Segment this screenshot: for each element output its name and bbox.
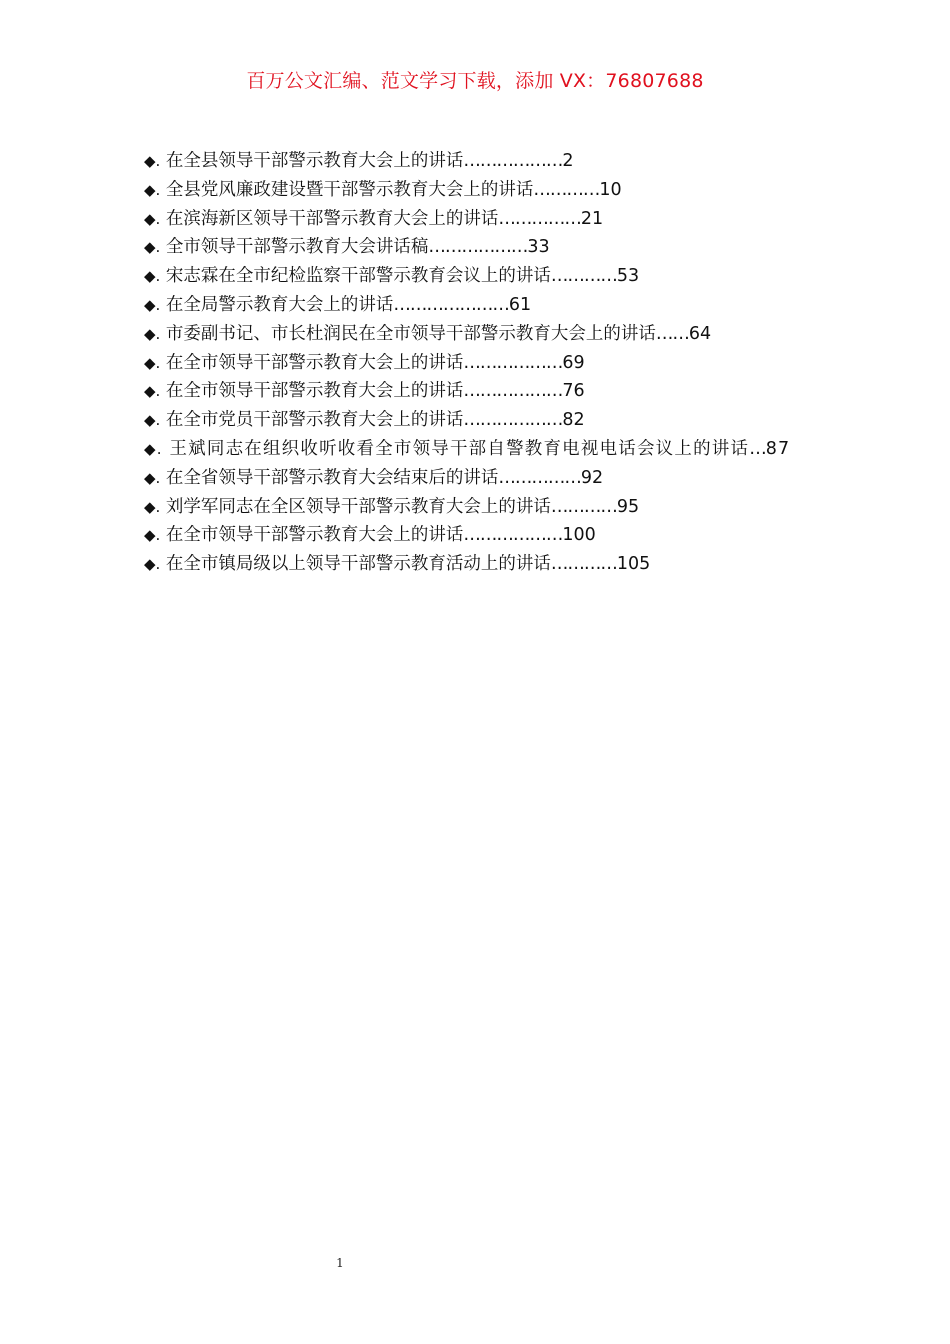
toc-item-title: 在滨海新区领导干部警示教育大会上的讲话 xyxy=(165,208,499,229)
table-of-contents xyxy=(144,147,808,579)
toc-item[interactable] xyxy=(144,349,808,378)
toc-item[interactable] xyxy=(144,233,808,262)
toc-item-page: 105 xyxy=(616,554,651,575)
diamond-bullet-icon: ◆. xyxy=(144,497,161,516)
toc-item-leader: …………… xyxy=(498,208,581,229)
toc-item-title: 在全市镇局级以上领导干部警示教育活动上的讲话 xyxy=(165,554,551,575)
toc-item-page: 100 xyxy=(562,525,596,546)
toc-item-page: 10 xyxy=(599,179,622,200)
diamond-bullet-icon: ◆. xyxy=(144,209,161,228)
diamond-bullet-icon: ◆. xyxy=(144,180,161,199)
page-number: 1 xyxy=(336,1256,344,1270)
toc-item-leader: ……………… xyxy=(463,410,563,431)
diamond-bullet-icon: ◆. xyxy=(144,468,161,487)
toc-item-leader: ………………… xyxy=(393,294,509,315)
toc-item[interactable] xyxy=(144,521,808,550)
toc-item-title: 在全市领导干部警示教育大会上的讲话 xyxy=(165,352,464,373)
toc-item-title: 在全县领导干部警示教育大会上的讲话 xyxy=(165,151,464,171)
toc-item-page: 33 xyxy=(527,237,550,258)
toc-item-leader: ……………… xyxy=(463,381,563,402)
toc-item-leader: …………… xyxy=(498,467,581,488)
toc-item-leader: ………… xyxy=(533,179,600,200)
toc-item-title: 在全市领导干部警示教育大会上的讲话 xyxy=(165,381,464,402)
toc-item-title: 宋志霖在全市纪检监察干部警示教育会议上的讲话 xyxy=(165,266,551,287)
toc-item[interactable] xyxy=(144,493,808,522)
toc-item-page: 92 xyxy=(580,467,604,488)
toc-item-leader: ……………… xyxy=(428,237,528,258)
toc-item[interactable] xyxy=(144,176,808,205)
toc-item-page: 64 xyxy=(688,323,712,344)
toc-item-leader: ……………… xyxy=(463,525,563,546)
toc-item-title: 在全市党员干部警示教育大会上的讲话 xyxy=(165,410,464,431)
toc-item[interactable] xyxy=(144,550,808,579)
diamond-bullet-icon: ◆. xyxy=(144,353,161,372)
diamond-bullet-icon: ◆. xyxy=(144,238,161,257)
toc-item[interactable] xyxy=(144,464,808,493)
header-banner: 百万公文汇编、范文学习下载，添加 VX：76807688 xyxy=(246,70,704,92)
diamond-bullet-icon: ◆. xyxy=(144,555,161,574)
toc-item-leader: ……………… xyxy=(463,352,563,373)
toc-item-leader: ……………… xyxy=(463,151,563,171)
toc-item[interactable] xyxy=(144,406,808,435)
toc-item-title: 全县党风廉政建设暨干部警示教育大会上的讲话 xyxy=(165,179,534,200)
toc-item-leader: … xyxy=(749,438,766,459)
diamond-bullet-icon: ◆. xyxy=(144,267,161,286)
diamond-bullet-icon: ◆. xyxy=(144,439,163,458)
diamond-bullet-icon: ◆. xyxy=(144,324,161,343)
toc-item-title: 市委副书记、市长杜润民在全市领导干部警示教育大会上的讲话 xyxy=(165,323,656,344)
toc-item-leader: ………… xyxy=(550,554,617,575)
toc-item-page: 61 xyxy=(508,294,532,315)
toc-item-title: 全市领导干部警示教育大会讲话稿 xyxy=(165,237,429,258)
toc-item-page: 2 xyxy=(562,151,574,171)
toc-item-page: 82 xyxy=(562,410,585,431)
toc-item-page: 21 xyxy=(580,208,604,229)
toc-item[interactable] xyxy=(144,205,808,234)
toc-item-page: 69 xyxy=(562,352,585,373)
toc-item-title: 王斌同志在组织收听收看全市领导干部自警教育电视电话会议上的讲话 xyxy=(169,438,750,459)
toc-item-title: 在全市领导干部警示教育大会上的讲话 xyxy=(165,525,464,546)
diamond-bullet-icon: ◆. xyxy=(144,382,161,401)
toc-item-title: 刘学军同志在全区领导干部警示教育大会上的讲话 xyxy=(165,496,551,517)
toc-item[interactable] xyxy=(144,147,808,176)
toc-item-title: 在全省领导干部警示教育大会结束后的讲话 xyxy=(165,467,499,488)
diamond-bullet-icon: ◆. xyxy=(144,152,161,170)
toc-item-page: 95 xyxy=(616,496,640,517)
toc-item-leader: ………… xyxy=(550,266,617,287)
diamond-bullet-icon: ◆. xyxy=(144,295,161,314)
diamond-bullet-icon: ◆. xyxy=(144,526,161,545)
toc-item[interactable] xyxy=(144,320,808,349)
diamond-bullet-icon: ◆. xyxy=(144,411,161,430)
toc-item[interactable] xyxy=(144,435,808,464)
toc-item-page: 87 xyxy=(765,438,791,459)
toc-item-page: 76 xyxy=(562,381,585,402)
toc-item[interactable] xyxy=(144,377,808,406)
toc-item[interactable] xyxy=(144,291,808,320)
toc-item-title: 在全局警示教育大会上的讲话 xyxy=(165,294,394,315)
toc-item-page: 53 xyxy=(616,266,640,287)
toc-item[interactable] xyxy=(144,262,808,291)
toc-item-leader: ………… xyxy=(550,496,617,517)
toc-item-leader: …… xyxy=(655,323,689,344)
